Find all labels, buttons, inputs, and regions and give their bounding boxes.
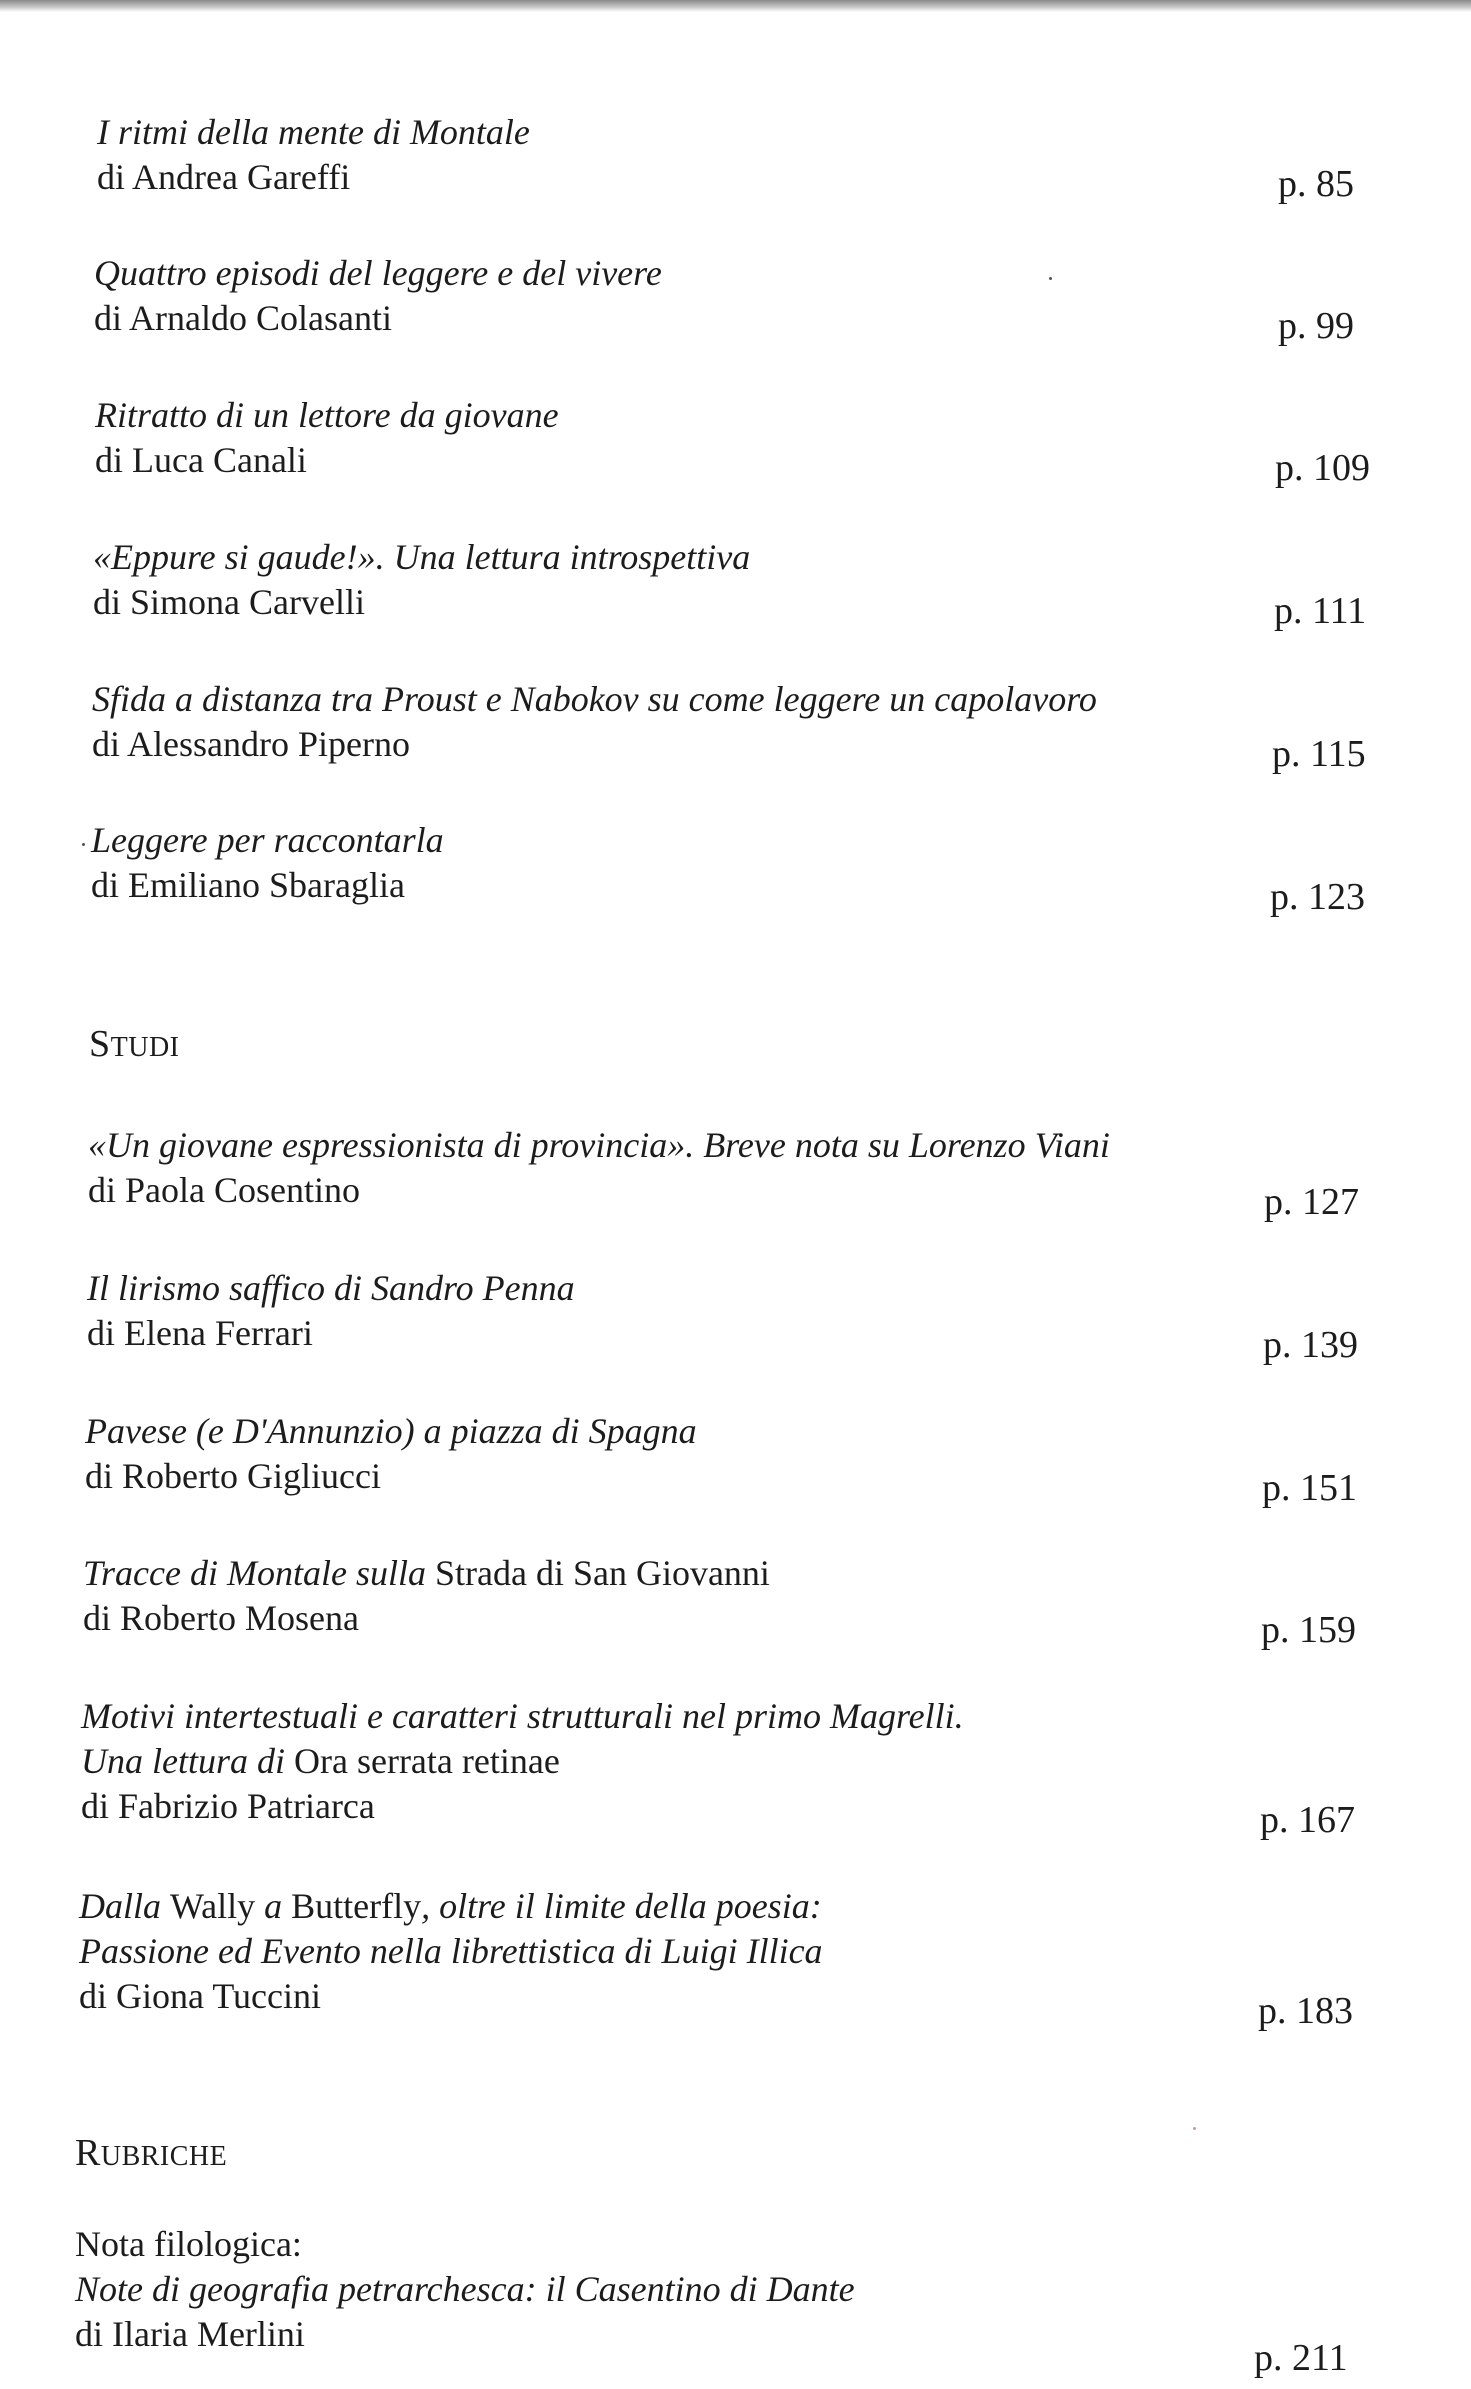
entry-author: di Andrea Gareffi (97, 157, 351, 197)
entry-page-number: p. 109 (1275, 447, 1370, 489)
entry-title-roman: Wally (170, 1886, 256, 1926)
entry-title-italic: Dalla (79, 1886, 171, 1926)
entry-title (81, 1694, 964, 1738)
entry-title-roman: Ora serrata retinae (294, 1741, 560, 1781)
section-heading-rest: TUDI (110, 1032, 180, 1063)
entry-author: di Luca Canali (95, 440, 307, 480)
entry-author: di Roberto Gigliucci (85, 1456, 381, 1496)
entry-author: di Fabrizio Patriarca (81, 1786, 375, 1826)
entry-title-italic: Note di geografia petrarchesca: il Casentino di Dante (75, 2269, 855, 2309)
entry-title-italic: Leggere per raccontarla (91, 820, 444, 860)
entry-title-italic: Pavese (e D'Annunzio) a piazza di Spagna (85, 1411, 697, 1451)
entry-page-number: p. 139 (1263, 1324, 1358, 1366)
entry-title (93, 535, 750, 579)
entry-title (75, 2267, 855, 2311)
section-heading-rubriche (75, 2131, 227, 2179)
entry-title (85, 1409, 697, 1453)
entry-author: di Elena Ferrari (87, 1313, 313, 1353)
entry-author: di Roberto Mosena (83, 1598, 359, 1638)
entry-title (79, 1929, 823, 1973)
entry-page-number: p. 111 (1274, 590, 1367, 632)
entry-title (83, 1551, 770, 1595)
entry-title-italic: Il lirismo saffico di Sandro Penna (87, 1268, 575, 1308)
top-edge-shadow (0, 0, 1471, 12)
entry-title-italic: Motivi intertestuali e caratteri strutturali nel primo Magrelli. (81, 1696, 964, 1736)
entry-title-roman: Butterfly (291, 1886, 422, 1926)
entry-page-number: p. 167 (1260, 1799, 1355, 1841)
entry-author: di Ilaria Merlini (75, 2314, 305, 2354)
entry-page-number: p. 151 (1262, 1467, 1357, 1509)
entry-page-number: p. 211 (1254, 2337, 1348, 2379)
paper-speck (1193, 2127, 1196, 2130)
entry-title-italic: Tracce di Montale sulla (83, 1553, 435, 1593)
entry-title-roman: Strada di San Giovanni (434, 1553, 770, 1593)
entry-title (97, 110, 530, 154)
section-heading-studi (89, 1022, 180, 1070)
paper-speck (1049, 277, 1052, 280)
paper-speck (82, 843, 85, 846)
entry-title (91, 818, 444, 862)
entry-author: di Simona Carvelli (93, 582, 365, 622)
entry-title-italic: Una lettura di (81, 1741, 294, 1781)
entry-author: di Paola Cosentino (88, 1170, 360, 1210)
entry-page-number: p. 183 (1258, 1990, 1353, 2032)
section-heading-rest: UBRICHE (100, 2141, 228, 2172)
entry-title (92, 677, 1097, 721)
entry-title (95, 393, 559, 437)
entry-title (88, 1123, 1110, 1167)
section-heading-initial: R (75, 2132, 101, 2174)
entry-page-number: p. 99 (1278, 305, 1354, 347)
entry-title (94, 251, 662, 295)
entry-author: di Arnaldo Colasanti (94, 298, 392, 338)
entry-page-number: p. 85 (1278, 163, 1354, 205)
entry-title (81, 1739, 560, 1783)
entry-title-italic: «Un giovane espressionista di provincia». Breve nota su Lorenzo Viani (88, 1125, 1110, 1165)
entry-title-italic: , oltre il limite della poesia: (421, 1886, 822, 1926)
entry-page-number: p. 159 (1261, 1609, 1356, 1651)
entry-title-italic: Sfida a distanza tra Proust e Nabokov su come leggere un capolavoro (92, 679, 1097, 719)
entry-title (87, 1266, 575, 1310)
section-heading-initial: S (89, 1023, 111, 1065)
entry-rubric-label: Nota filologica: (75, 2224, 302, 2264)
entry-page-number: p. 115 (1272, 733, 1366, 775)
entry-title-italic: Ritratto di un lettore da giovane (95, 395, 559, 435)
entry-title-italic: «Eppure si gaude!». Una lettura introspettiva (93, 537, 751, 577)
entry-title-italic: I ritmi della mente di Montale (97, 112, 530, 152)
entry-page-number: p. 123 (1270, 876, 1365, 918)
entry-page-number: p. 127 (1264, 1181, 1359, 1223)
entry-title (79, 1884, 822, 1928)
entry-title-italic: a (255, 1886, 292, 1926)
entry-title-italic: Quattro episodi del leggere e del vivere (94, 253, 662, 293)
entry-author: di Alessandro Piperno (92, 724, 410, 764)
entry-title-italic: Passione ed Evento nella librettistica di Luigi Illica (79, 1931, 823, 1971)
entry-author: di Giona Tuccini (79, 1976, 322, 2016)
entry-author: di Emiliano Sbaraglia (91, 865, 405, 905)
